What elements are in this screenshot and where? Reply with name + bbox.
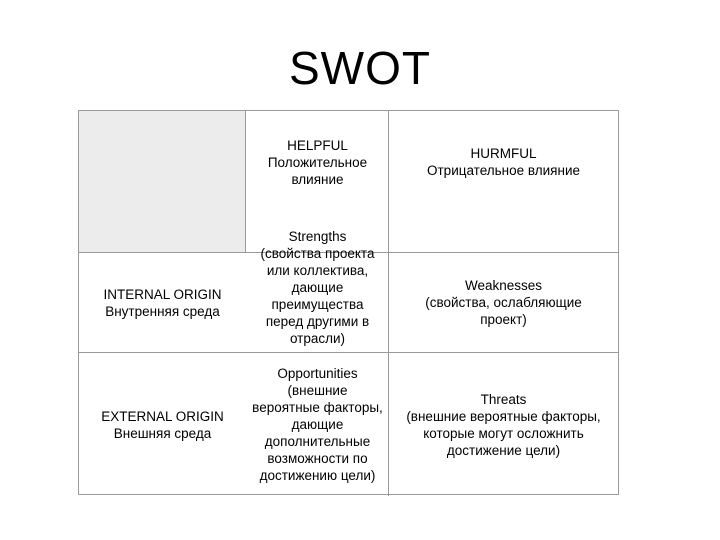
row-external-sub: Внешняя среда xyxy=(113,425,212,441)
quadrant-threats xyxy=(389,353,618,496)
header-helpful xyxy=(246,111,389,213)
row-internal-sub: Внутренняя среда xyxy=(105,303,220,319)
swot-matrix xyxy=(78,110,619,495)
quadrant-strengths xyxy=(246,221,389,353)
threats-desc: (внешние вероятные факторы, которые могут осложнить достижение цели) xyxy=(406,408,601,458)
strengths-desc: (свойства проекта или коллектива, дающие преимущества перед другими в отрасли) xyxy=(260,245,375,346)
row-external-label: EXTERNAL ORIGIN xyxy=(101,408,224,424)
quadrant-opportunities xyxy=(246,353,389,496)
header-harmful xyxy=(389,111,618,213)
header-harmful-sub: Отрицательное влияние xyxy=(427,163,580,178)
header-helpful-label: HELPFUL xyxy=(287,137,348,153)
header-helpful-sub: Положительное влияние xyxy=(267,154,368,187)
corner-cell xyxy=(79,111,246,253)
opportunities-desc: (внешние вероятные факторы, дающие дополнительные возможности по достижению цели) xyxy=(252,383,383,483)
strengths-label: Strengths xyxy=(288,228,347,244)
quadrant-weaknesses xyxy=(389,253,618,352)
threats-label: Threats xyxy=(480,391,527,407)
row-internal xyxy=(79,253,246,352)
opportunities-label: Opportunities xyxy=(277,366,358,381)
header-harmful-label: HURMFUL xyxy=(470,146,537,161)
weaknesses-label: Weaknesses xyxy=(464,278,543,293)
weaknesses-desc: (свойства, ослабляющие проект) xyxy=(425,295,582,327)
row-external xyxy=(79,353,246,496)
row-internal-label: INTERNAL ORIGIN xyxy=(103,286,222,302)
page-title: SWOT xyxy=(289,42,431,94)
